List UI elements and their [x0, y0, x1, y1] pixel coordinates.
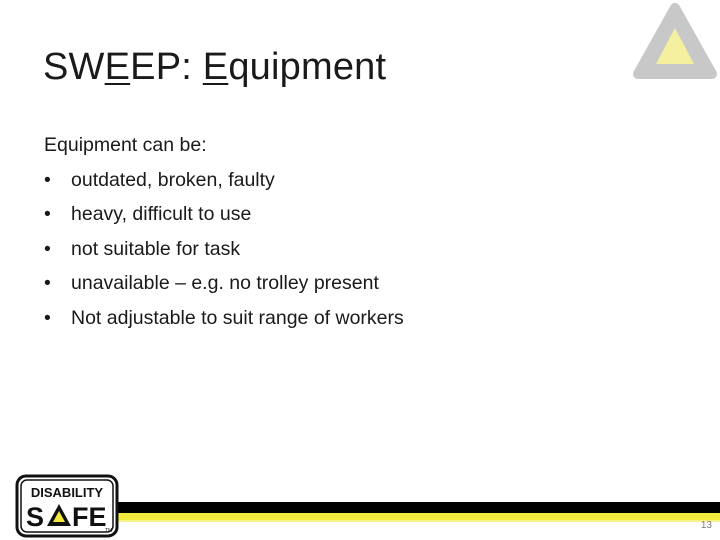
list-item-text: outdated, broken, faulty	[71, 168, 275, 191]
list-item	[44, 232, 684, 267]
bullet-marker: •	[44, 237, 51, 260]
title-part: EP:	[130, 46, 203, 88]
warning-triangle-icon	[630, 2, 720, 82]
bullet-marker: •	[44, 203, 51, 225]
footer-stripe-thin	[118, 520, 720, 522]
bullet-list	[44, 163, 684, 336]
list-item-text: unavailable – e.g. no trolley present	[71, 272, 379, 294]
intro-text: Equipment can be:	[44, 134, 207, 156]
list-item	[44, 197, 684, 232]
title-underlined-letter: E	[104, 46, 131, 88]
list-item	[44, 301, 684, 336]
list-item	[44, 266, 684, 301]
logo-text-s: S	[26, 502, 45, 532]
page-number: 13	[700, 520, 712, 531]
list-item	[44, 163, 684, 198]
list-item-text: Not adjustable to suit range of workers	[71, 306, 404, 329]
slide-title	[43, 40, 386, 94]
logo-trademark: TM	[105, 528, 113, 534]
slide-body	[44, 128, 684, 335]
list-item-text: heavy, difficult to use	[71, 203, 252, 225]
bullet-marker: •	[44, 168, 51, 191]
list-item-text: not suitable for task	[71, 237, 241, 260]
title-underlined-letter: E	[202, 46, 229, 88]
logo-text-disability: DISABILITY	[30, 485, 104, 500]
bullet-marker: •	[44, 272, 51, 294]
title-part: SW	[43, 46, 105, 88]
footer-stripe-yellow	[118, 513, 720, 520]
bullet-marker: •	[44, 306, 51, 329]
disability-safe-logo	[15, 474, 119, 538]
title-part: quipment	[228, 46, 387, 88]
logo-text-fe: FE	[72, 502, 107, 532]
